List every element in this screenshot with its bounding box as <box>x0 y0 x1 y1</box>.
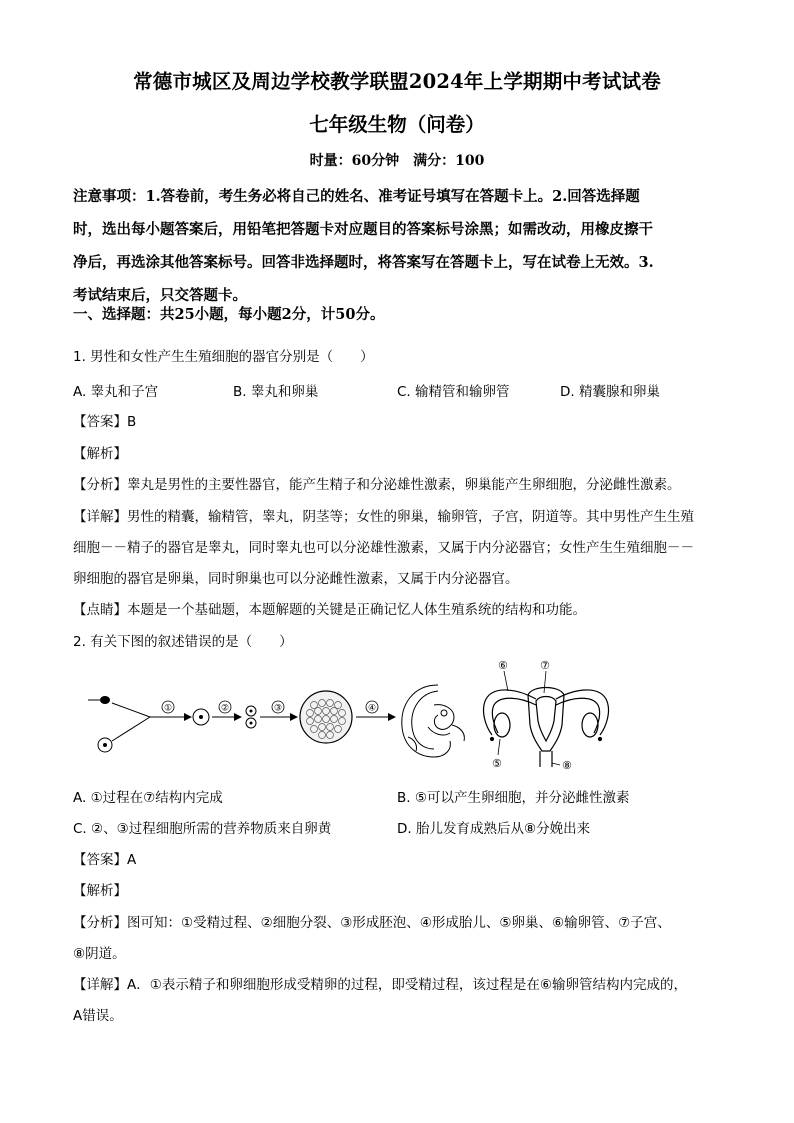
organ-label: ⑦ <box>540 659 550 672</box>
q1-analysis-label: 【解析】 <box>73 446 127 462</box>
q2-option-c: C. ②、③过程细胞所需的营养物质来自卵黄 <box>73 821 332 837</box>
arrow-3 <box>260 701 298 721</box>
egg-cell <box>98 738 112 752</box>
q2-fenxi-line: ⑧阴道。 <box>73 946 126 962</box>
female-reproductive-organs <box>484 671 609 767</box>
two-cell-stage <box>246 706 256 728</box>
sperm-cell <box>88 696 110 704</box>
q1-option-c: C. 输精管和输卵管 <box>397 384 510 400</box>
q1-stem: 1. 男性和女性产生生殖细胞的器官分别是（ ） <box>73 349 374 365</box>
q2-answer: 【答案】A <box>73 852 137 868</box>
q1-option-a: A. 睾丸和子宫 <box>73 384 159 400</box>
notice-block <box>73 180 723 312</box>
organ-label: ⑤ <box>492 757 502 770</box>
convergence-line <box>112 703 150 717</box>
q1-fenxi: 【分析】睾丸是男性的主要性器官，能产生精子和分泌雄性激素，卵巢能产生卵细胞，分泌雌性激素。 <box>73 477 681 493</box>
section-heading: 一、选择题：共25小题，每小题2分，计50分。 <box>73 306 385 323</box>
q1-option-d: D. 精囊腺和卵巢 <box>560 384 660 400</box>
blastocyst <box>300 691 352 743</box>
q2-option-d: D. 胎儿发育成熟后从⑧分娩出来 <box>397 821 591 837</box>
q2-stem: 2. 有关下图的叙述错误的是（ ） <box>73 634 293 650</box>
notice-line: 净后，再选涂其他答案标号。回答非选择题时，将答案写在答题卡上，写在试卷上无效。3. <box>73 254 654 271</box>
notice-line: 时，选出每小题答案后，用铅笔把答题卡对应题目的答案标号涂黑；如需改动，用橡皮擦干 <box>73 221 653 238</box>
organ-label: ⑥ <box>498 659 508 672</box>
q1-dianjing: 【点睛】本题是一个基础题，本题解题的关键是正确记忆人体生殖系统的结构和功能。 <box>73 602 586 618</box>
zygote <box>193 709 209 725</box>
q2-option-b: B. ⑤可以产生卵细胞，并分泌雌性激素 <box>397 790 630 806</box>
q2-xiangjie-line: A错误。 <box>73 1008 123 1024</box>
arrow-2-label: ② <box>220 703 230 714</box>
convergence-line <box>112 717 150 741</box>
q1-xiangjie-line: 【详解】男性的精囊，输精管，睾丸，阴茎等；女性的卵巢，输卵管，子宫，阴道等。其中男性产生生殖 <box>73 509 694 525</box>
q2-xiangjie-line: 【详解】A．①表示精子和卵细胞形成受精卵的过程，即受精过程，该过程是在⑥输卵管结构内完成的， <box>73 977 687 993</box>
q1-option-b: B. 睾丸和卵巢 <box>233 384 319 400</box>
q2-option-a: A. ①过程在⑦结构内完成 <box>73 790 223 806</box>
notice-line: 注意事项：1.答卷前，考生务必将自己的姓名、准考证号填写在答题卡上。2.回答选择题 <box>73 188 640 205</box>
arrow-4 <box>356 701 396 721</box>
reproduction-diagram <box>88 655 618 775</box>
exam-title: 常德市城区及周边学校教学联盟2024年上学期期中考试试卷 <box>133 70 661 93</box>
q1-xiangjie-line: 细胞－－精子的器官是睾丸，同时睾丸也可以分泌雄性激素，又属于内分泌器官；女性产生生殖细胞－－ <box>73 540 694 556</box>
arrow-4-label: ④ <box>367 703 377 714</box>
q1-answer: 【答案】B <box>73 414 137 430</box>
organ-label: ⑧ <box>562 759 572 772</box>
exam-subtitle: 七年级生物（问卷） <box>309 113 485 136</box>
arrow-2 <box>212 701 242 721</box>
arrow-1-label: ① <box>163 703 173 714</box>
organ-labels <box>492 659 572 772</box>
exam-meta: 时量：60分钟 满分：100 <box>309 153 485 169</box>
q2-analysis-label: 【解析】 <box>73 883 127 899</box>
notice-line: 考试结束后，只交答题卡。 <box>73 287 247 304</box>
q1-xiangjie-line: 卵细胞的器官是卵巢，同时卵巢也可以分泌雌性激素，又属于内分泌器官。 <box>73 571 519 587</box>
embryo <box>402 685 465 757</box>
arrow-1 <box>150 701 192 721</box>
q2-fenxi-line: 【分析】图可知：①受精过程、②细胞分裂、③形成胚泡、④形成胎儿、⑤卵巢、⑥输卵管、⑦子宫、 <box>73 915 671 931</box>
arrow-3-label: ③ <box>273 703 283 714</box>
